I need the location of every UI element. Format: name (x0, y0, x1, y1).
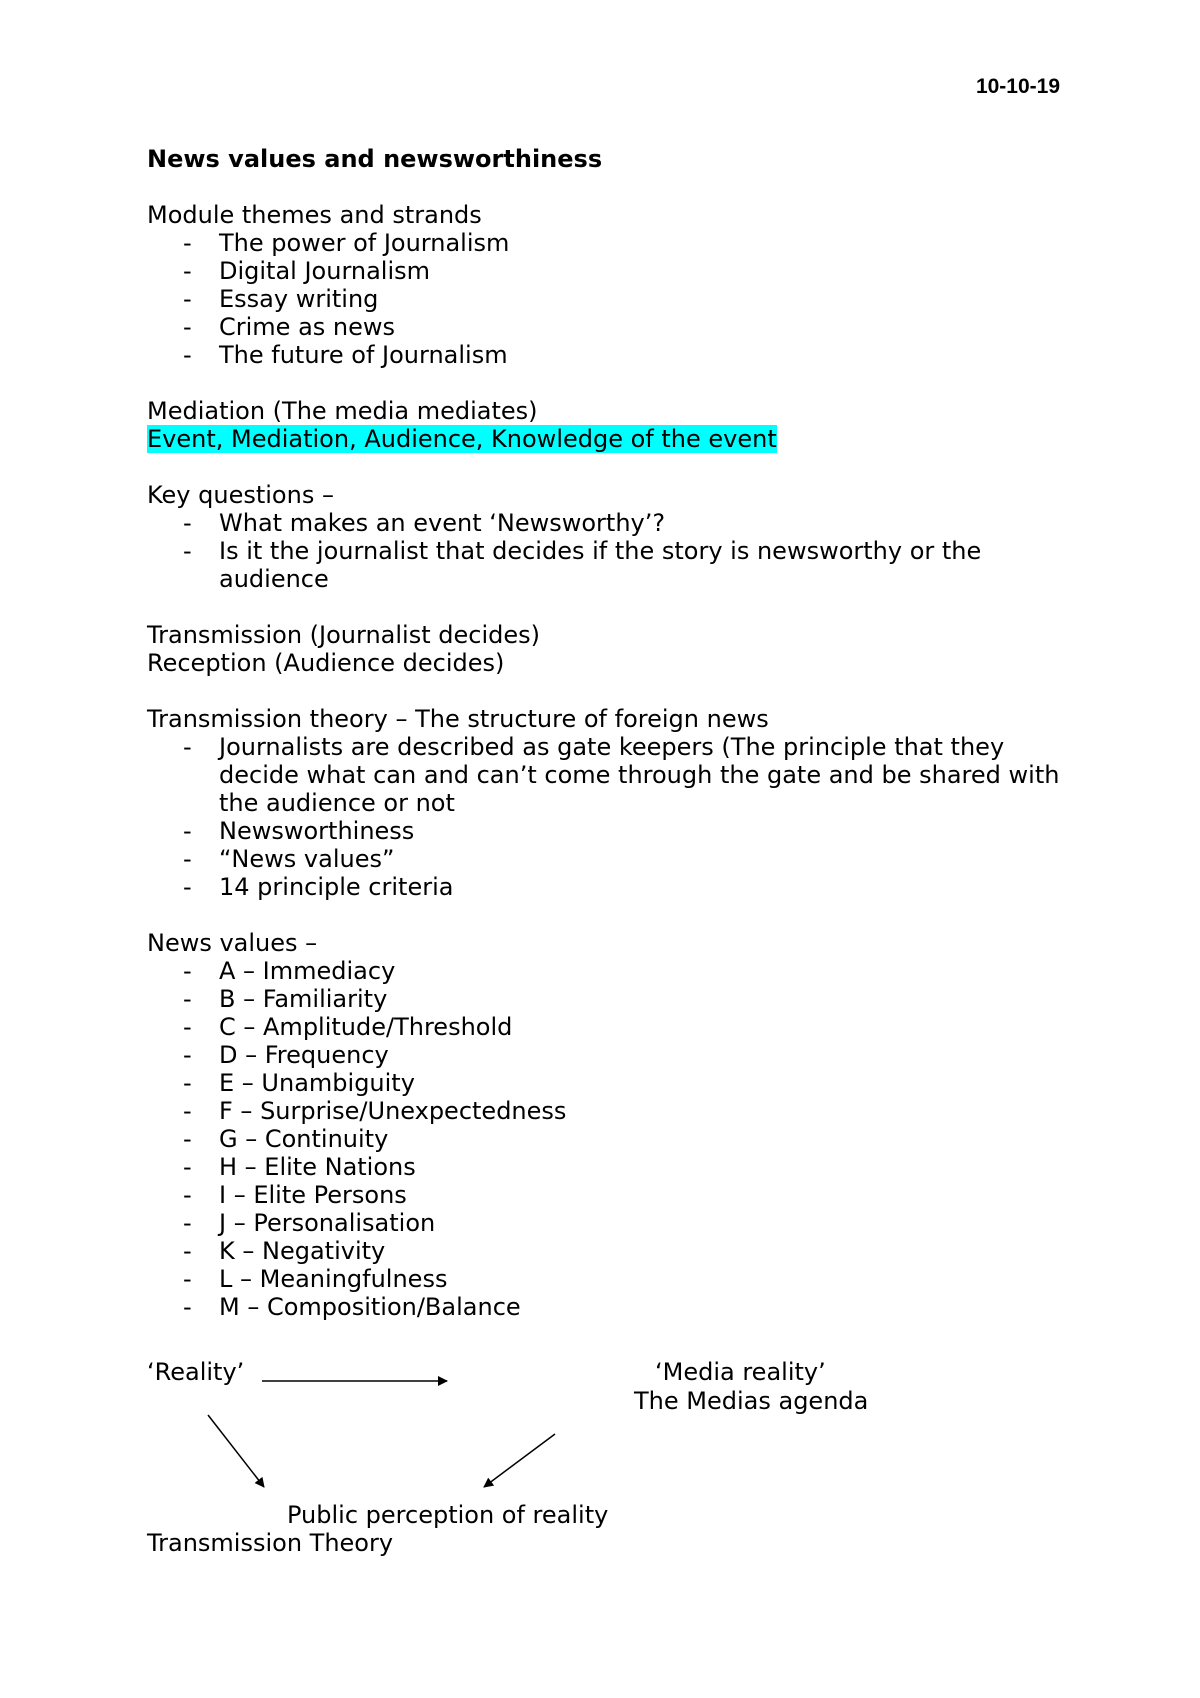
mediation-heading: Mediation (The media mediates) (147, 397, 538, 425)
list-item: - K – Negativity (183, 1237, 386, 1265)
list-item: - The future of Journalism (183, 341, 508, 369)
list-item: - F – Surprise/Unexpectedness (183, 1097, 567, 1125)
dash-bullet: - (183, 285, 192, 313)
list-item: - C – Amplitude/Threshold (183, 1013, 513, 1041)
list-item: - D – Frequency (183, 1041, 389, 1069)
list-item: - G – Continuity (183, 1125, 389, 1153)
dash-bullet: - (183, 1153, 192, 1181)
key-questions-list (147, 509, 1067, 593)
dash-bullet: - (183, 845, 192, 873)
medias-agenda-label: The Medias agenda (634, 1387, 869, 1415)
list-item: - What makes an event ‘Newsworthy’? (183, 509, 666, 537)
dash-bullet: - (183, 1265, 192, 1293)
list-item: - Digital Journalism (183, 257, 431, 285)
dash-bullet: - (183, 257, 192, 285)
highlighted-text: Event, Mediation, Audience, Knowledge of the event (147, 425, 777, 453)
arrow-media-to-public (484, 1434, 555, 1487)
dash-bullet: - (183, 313, 192, 341)
list-item: - “News values” (183, 845, 395, 873)
list-item: - Essay writing (183, 285, 379, 313)
news-values-list (147, 957, 1067, 1321)
dash-bullet: - (183, 229, 192, 257)
list-item: - I – Elite Persons (183, 1181, 407, 1209)
media-reality-label: ‘Media reality’ (655, 1358, 826, 1386)
list-item: - Is it the journalist that decides if the story is newsworthy or the audience (183, 537, 982, 593)
arrow-reality-to-public (208, 1415, 264, 1487)
list-item: - Newsworthiness (183, 817, 415, 845)
dash-bullet: - (183, 1013, 192, 1041)
public-perception-label: Public perception of reality (287, 1501, 609, 1529)
list-item: - Journalists are described as gate keepers (The principle that they decide what can and can’t come through the gate and be shared with the audience or not (183, 733, 1060, 817)
dash-bullet: - (183, 733, 192, 761)
dash-bullet: - (183, 1237, 192, 1265)
list-item: - The power of Journalism (183, 229, 510, 257)
dash-bullet: - (183, 1209, 192, 1237)
dash-bullet: - (183, 1125, 192, 1153)
dash-bullet: - (183, 1097, 192, 1125)
document-body (147, 145, 1067, 1321)
list-item: - E – Unambiguity (183, 1069, 415, 1097)
dash-bullet: - (183, 817, 192, 845)
dash-bullet: - (183, 1041, 192, 1069)
dash-bullet: - (183, 1181, 192, 1209)
dash-bullet: - (183, 341, 192, 369)
module-heading: Module themes and strands (147, 201, 482, 229)
date: 10-10-19 (975, 75, 1060, 98)
dash-bullet: - (183, 509, 192, 537)
document-title: News values and newsworthiness (147, 145, 603, 173)
diagram-caption: Transmission Theory (147, 1529, 394, 1557)
reception-line: Reception (Audience decides) (147, 649, 505, 677)
dash-bullet: - (183, 1293, 192, 1321)
list-item: - B – Familiarity (183, 985, 388, 1013)
list-item: - L – Meaningfulness (183, 1265, 448, 1293)
list-item: - M – Composition/Balance (183, 1293, 521, 1321)
dash-bullet: - (183, 1069, 192, 1097)
list-item: - H – Elite Nations (183, 1153, 416, 1181)
dash-bullet: - (183, 985, 192, 1013)
list-item: - J – Personalisation (183, 1209, 436, 1237)
reality-label: ‘Reality’ (147, 1358, 245, 1386)
list-item: - Crime as news (183, 313, 396, 341)
transmission-theory-heading: Transmission theory – The structure of foreign news (147, 705, 769, 733)
module-list (147, 229, 1067, 369)
news-values-heading: News values – (147, 929, 318, 957)
dash-bullet: - (183, 873, 192, 901)
transmission-theory-list (147, 733, 1067, 901)
dash-bullet: - (183, 957, 192, 985)
transmission-line: Transmission (Journalist decides) (147, 621, 540, 649)
key-questions-heading: Key questions – (147, 481, 334, 509)
list-item: - A – Immediacy (183, 957, 396, 985)
dash-bullet: - (183, 537, 192, 565)
list-item: - 14 principle criteria (183, 873, 454, 901)
